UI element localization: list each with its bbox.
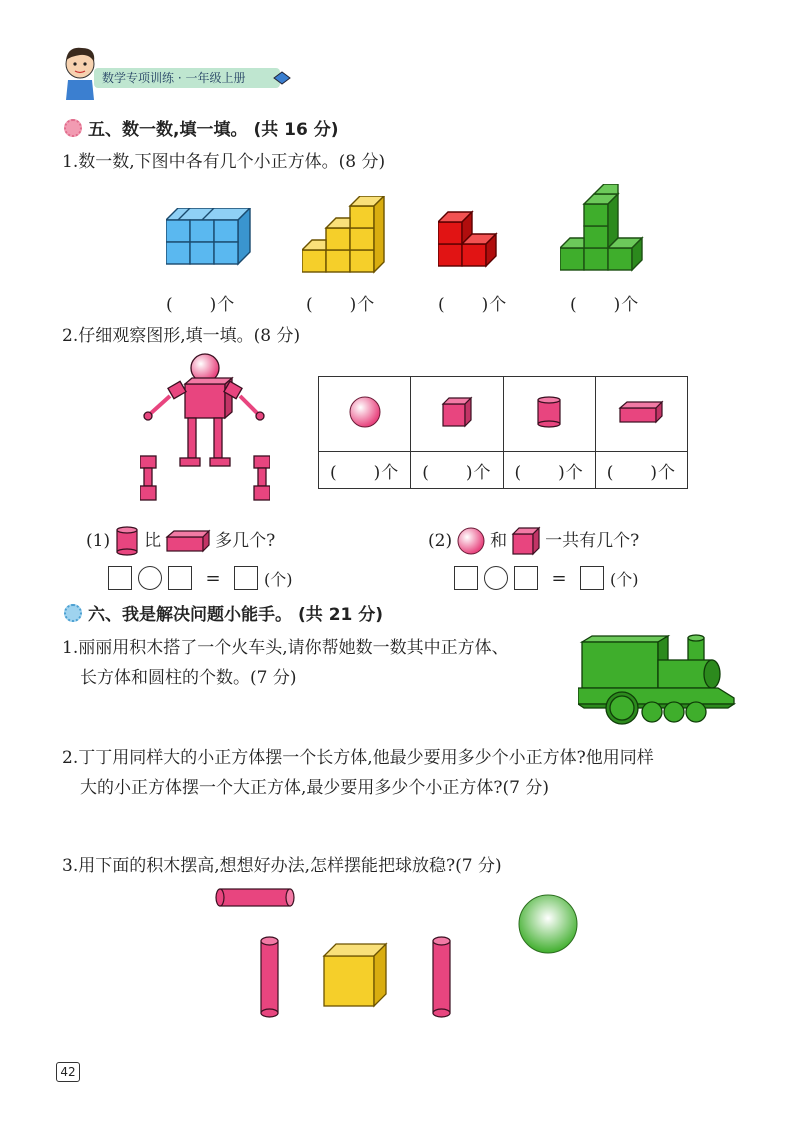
q1-answer-1[interactable]: ( )个 (166, 295, 236, 315)
table-answer-2[interactable]: ( )个 (411, 452, 503, 489)
cuboid-icon (617, 399, 665, 425)
blue-cuboid-figure (166, 208, 256, 268)
sub2-and-word: 和 (490, 531, 508, 551)
q1-answer-4[interactable]: ( )个 (570, 295, 640, 315)
page-number-badge (56, 1062, 80, 1082)
right-standing-cylinder-figure (430, 936, 454, 1020)
red-block-figure (438, 204, 508, 270)
yellow-cube-figure (322, 942, 388, 1008)
page-number: 42 (60, 1065, 76, 1079)
sphere-icon (456, 526, 486, 556)
yellow-stairs-figure (302, 196, 392, 276)
cylinder-icon (114, 526, 140, 556)
answer-box[interactable] (168, 566, 192, 590)
sub2-equation (454, 566, 639, 590)
operator-circle[interactable] (138, 566, 162, 590)
sub1-equation (108, 566, 293, 590)
result-box[interactable] (234, 566, 258, 590)
green-tower-figure (560, 184, 660, 274)
section6-q1-line1: 1.丽丽用积木搭了一个火车头,请你帮她数一数其中正方体、 (62, 638, 509, 658)
snowflake-bullet-icon (64, 604, 82, 622)
q1-answer-2[interactable]: ( )个 (306, 295, 376, 315)
equals-sign: = (551, 567, 567, 589)
cuboid-icon (165, 529, 211, 553)
table-answer-4[interactable]: ( )个 (595, 452, 687, 489)
section5-q1-text: 1.数一数,下图中各有几个小正方体。(8 分) (62, 152, 386, 172)
section5-title: 五、数一数,填一填。 (88, 120, 248, 140)
answer-box[interactable] (108, 566, 132, 590)
cube-icon (511, 526, 541, 556)
section6-header (64, 600, 383, 625)
section6-q2-line1: 2.丁丁用同样大的小正方体摆一个长方体,他最少要用多少个小正方体?他用同样 (62, 748, 654, 768)
table-answer-1[interactable]: ( )个 (319, 452, 411, 489)
pencil-icon (272, 70, 292, 86)
section5-header (64, 115, 339, 140)
equals-sign: = (205, 567, 221, 589)
sub1-question-tail: 多几个? (215, 531, 276, 551)
section6-q1-line2: 长方体和圆柱的个数。(7 分) (80, 668, 297, 688)
banner-title: 数学专项训练 · 一年级上册 (102, 71, 246, 85)
sub-question-1 (86, 526, 275, 556)
unit-label: (个) (264, 569, 293, 589)
unit-label: (个) (610, 569, 639, 589)
operator-circle[interactable] (484, 566, 508, 590)
sub1-number: (1) (86, 531, 111, 551)
section6-q3-text: 3.用下面的积木摆高,想想好办法,怎样摆能把球放稳?(7 分) (62, 856, 502, 876)
train-head-figure (578, 634, 738, 726)
section6-q2-line2: 大的小正方体摆一个大正方体,最少要用多少个小正方体?(7 分) (80, 778, 550, 798)
horizontal-cylinder-figure (214, 886, 298, 910)
cube-icon (440, 395, 474, 429)
table-answer-3[interactable]: ( )个 (503, 452, 595, 489)
robot-figure (140, 352, 270, 512)
table-cell-sphere (319, 377, 411, 452)
shape-count-table (318, 376, 688, 489)
left-standing-cylinder-figure (258, 936, 282, 1020)
table-cell-cuboid (595, 377, 687, 452)
flower-bullet-icon (64, 119, 82, 137)
answer-box[interactable] (514, 566, 538, 590)
sub2-number: (2) (428, 531, 453, 551)
header-banner (60, 44, 290, 100)
section6-points: (共 21 分) (298, 605, 384, 625)
cylinder-icon (534, 395, 564, 429)
sub1-compare-word: 比 (144, 531, 162, 551)
sphere-icon (348, 395, 382, 429)
section6-title: 六、我是解决问题小能手。 (88, 605, 292, 625)
result-box[interactable] (580, 566, 604, 590)
table-cell-cube (411, 377, 503, 452)
table-cell-cylinder (503, 377, 595, 452)
sub-question-2 (428, 526, 639, 556)
green-ball-figure (516, 892, 580, 956)
section5-q2-text: 2.仔细观察图形,填一填。(8 分) (62, 326, 301, 346)
answer-box[interactable] (454, 566, 478, 590)
section5-points: (共 16 分) (253, 120, 339, 140)
q1-answer-3[interactable]: ( )个 (438, 295, 508, 315)
sub2-question-tail: 一共有几个? (545, 531, 640, 551)
